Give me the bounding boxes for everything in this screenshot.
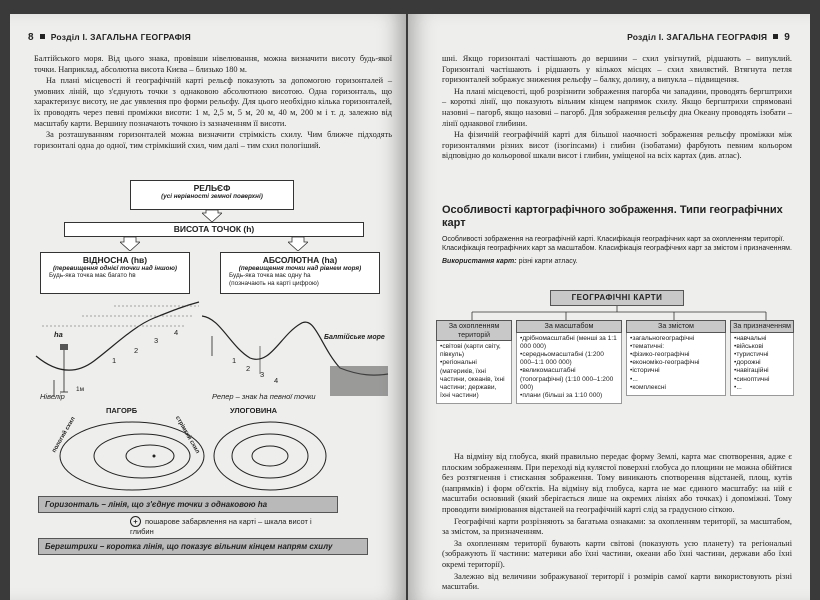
list-item: • середньомасштабні (1:200 000–1:1 000 000)	[520, 351, 618, 367]
relief-box	[130, 180, 294, 210]
column-items	[436, 341, 512, 404]
contour-number: 4	[274, 376, 279, 385]
legend-plus-text: пошарове забарвлення на карті – шкала висот і глибин	[130, 517, 312, 536]
list-item: • комплексні	[630, 384, 722, 392]
list-item: • навігаційні	[734, 367, 790, 375]
square-bullet-icon	[40, 34, 45, 39]
relief-subtitle: (усі нерівності земної поверхні)	[161, 193, 263, 200]
section-intro: Особливості зображення на географічній карті. Класифікація географічних карт за охопленням території. Класифікація географічних карт за масштабом. Класифікація географічних карт за змістом і призначенням.	[442, 236, 792, 252]
list-item: • фізико-географічні	[630, 351, 722, 359]
horizontal-definition-bar	[38, 496, 338, 513]
terrain-profile-right	[200, 296, 390, 406]
absolute-bullet: (позначають на карті цифрою)	[229, 280, 319, 287]
list-item: • дрібномасштабні (менші за 1:1 000 000)	[520, 335, 618, 351]
relative-height-box	[40, 252, 190, 294]
legend-plus	[130, 516, 330, 536]
contour-number: 2	[246, 364, 251, 373]
list-item: • регіональні (материків, їхні частини, океанів, їхні частини; держави, їхні частини)	[440, 359, 508, 400]
paragraph: За охопленням території бувають карти світові (показують усю планету) та регіональні (зображують її частини: материки або їхні частини, океани або їхні частини, держави або їхні окремі території).	[442, 538, 792, 569]
list-item: • світові (карти світу, півкуль)	[440, 343, 508, 359]
right-running-head-text: Розділ I. ЗАГАЛЬНА ГЕОГРАФІЯ	[627, 32, 768, 42]
column-header: За охопленням територій	[436, 320, 512, 341]
uses-text: різні карти атласу.	[518, 258, 578, 265]
paragraph: На фізичній географічній карті для більшої наочності зображення рельєфу проміжки між горизонталями різних висот (ізогіпсами) і глибин (ізобатами) фарбують певним кольором відповідно до кольорової шкали висот і глибин, уміщеної на всіх картах (див. атлас).	[442, 130, 792, 161]
contour-number: 4	[174, 328, 179, 337]
berghstrich-definition-text: Бергштрихи – коротка лінія, що показує вільним кінцем напрям схилу	[45, 542, 333, 551]
relief-title: РЕЛЬЄФ	[193, 183, 231, 193]
relative-subtitle: (перевищення однієї точки над іншою)	[52, 265, 178, 272]
height-box	[64, 222, 364, 237]
hill-label: ПАГОРБ	[106, 406, 138, 415]
list-item: • плани (більші за 1:10 000)	[520, 392, 618, 400]
column-header: За масштабом	[516, 320, 622, 333]
left-running-head-text: Розділ I. ЗАГАЛЬНА ГЕОГРАФІЯ	[50, 32, 191, 42]
maps-column-territory	[436, 320, 512, 404]
left-page	[10, 14, 406, 600]
left-page-number: 8	[28, 32, 34, 43]
list-item: • тематичні:	[630, 343, 722, 351]
list-item: • синоптичні	[734, 376, 790, 384]
list-item: • ...	[630, 376, 722, 384]
horizontal-definition-text: Горизонталь – лінія, що з'єднує точки з однаковою hа	[45, 500, 268, 509]
leveler-label: Нівелір	[40, 392, 65, 401]
list-item: • великомасштабні (топографічні) (1:10 000–1:200 000)	[520, 367, 618, 392]
berghstrich-definition-bar	[38, 538, 368, 555]
height-title: ВИСОТА ТОЧОК (h)	[173, 224, 255, 234]
list-item: • загальногеографічні	[630, 335, 722, 343]
list-item: • економіко-географічні	[630, 359, 722, 367]
arrow-down-icon	[288, 237, 308, 251]
paragraph: Балтійського моря. Від цього знака, провівши нівелювання, можна визначити висоту будь-якої точки. Наприклад, абсолютна висота Києва – близько 180 м.	[34, 54, 392, 74]
contour-number: 1	[232, 356, 237, 365]
contour-number: 1	[112, 356, 117, 365]
absolute-height-box	[220, 252, 380, 294]
maps-column-content	[626, 320, 726, 396]
right-body-text-lower	[442, 452, 792, 594]
absolute-subtitle: (перевищення точки над рівнем моря)	[238, 265, 362, 272]
column-header: За змістом	[626, 320, 726, 333]
paragraph: За розташуванням горизонталей можна визначити стрімкість схилу. Чим ближче підходять горизонталі одна до одної, тим стрімкіший схил, чим далі – тим схил пологіший.	[34, 130, 392, 150]
maps-column-scale	[516, 320, 622, 404]
maps-classification-chart	[436, 290, 794, 448]
maps-chart-title: ГЕОГРАФІЧНІ КАРТИ	[550, 290, 684, 306]
list-item: • дорожні	[734, 359, 790, 367]
column-items	[626, 333, 726, 396]
left-running-head	[28, 32, 191, 43]
left-body-text	[34, 54, 392, 152]
right-running-head	[627, 32, 790, 43]
contour-number: 3	[260, 370, 265, 379]
contour-number: 3	[154, 336, 159, 345]
steep-slope-label: стрімкий схил	[173, 415, 201, 455]
paragraph: На плані місцевості й географічній карті рельєф показують за допомогою горизонталей – умовних ліній, що з'єднують точки з однаковою абсолютною висотою. Одна горизонталь, що характеризує висоту, не дає уявлення про форми рельєфу. Для цього необхідно кілька горизонталей, їх проводять через певні проміжки висоти: 1 м, 2,5 м, 5 м, 20 м, 40 м, 200 м і т. д. залежно від масштабу карти. Вершину позначають точкою із зазначенням її висоти.	[34, 76, 392, 128]
hill-contour-icon	[52, 416, 212, 496]
right-body-text	[442, 54, 792, 163]
relative-bullet: Будь-яка точка має багато hв	[49, 272, 136, 279]
relative-title: ВІДНОСНА (hв)	[82, 255, 148, 265]
chart-connector-lines	[436, 306, 794, 320]
section-title: Особливості картографічного зображення. Типи географічних карт	[442, 204, 783, 229]
meter-label: 1м	[76, 386, 85, 393]
section-block	[442, 204, 792, 265]
benchmark-label: Репер – знак hа певної точки	[212, 392, 316, 401]
arrow-down-icon	[120, 237, 140, 251]
relief-diagram	[34, 180, 390, 580]
gentle-slope-label: пологий схил	[51, 416, 77, 454]
absolute-bullet: Будь-яка точка має одну hа	[229, 272, 311, 279]
paragraph: Залежно від величини зображуваної території і розмірів самої карти використовують різні масштаби.	[442, 571, 792, 592]
sea-label: Балтійське море	[324, 334, 385, 341]
column-items	[516, 333, 622, 405]
absolute-title: АБСОЛЮТНА (hа)	[262, 255, 338, 265]
paragraph: На відміну від глобуса, який правильно передає форму Землі, карта має спотворення, адже є плоским зображенням. При переході від кулястої поверхні глобуса до площини не можна обійтися без розтягнення і стискання зображення. Тому виникають спотворення відстаней, площ, кутів (напрямків) і форм об'єктів. На відміну від глобуса, карта не має єдиного масштабу: на ній є масштаби основний (який зберігається лише на окремих лініях або точках) і допоміжні. Тому проводити вимірювання відстаней на географічній карті слід за градусною сіткою.	[442, 452, 792, 514]
column-items	[730, 333, 794, 396]
arrow-down-icon	[202, 210, 222, 222]
paragraph: Географічні карти розрізняють за багатьма ознаками: за охопленням території, за масштабом, за змістом, за призначенням.	[442, 516, 792, 537]
maps-column-purpose	[730, 320, 794, 396]
paragraph: шні. Якщо горизонталі частішають до вершини – схил увігнутий, рідшають – випуклий. Горизонталі частішають і рідшають у кількох місцях – схил хвилястий. Втягнута петля горизонталей зображує знижения рельєфу – балку, долину, а випукла – підвищення.	[442, 54, 792, 85]
column-header: За призначенням	[730, 320, 794, 333]
list-item: • туристичні	[734, 351, 790, 359]
terrain-profile-left	[34, 296, 204, 406]
hollow-contour-icon	[210, 416, 330, 496]
square-bullet-icon	[773, 34, 778, 39]
uses-label: Використання карт:	[442, 258, 517, 265]
plus-circle-icon: +	[130, 516, 141, 527]
list-item: • історичні	[630, 367, 722, 375]
list-item: • ...	[734, 384, 790, 392]
right-page-number: 9	[784, 32, 790, 43]
paragraph: На плані місцевості, щоб розрізнити зображення пагорба чи западини, проводять бергштрихи – короткі лінії, що показують вільним кінцем напрямок схилу. Якщо бергштрихи спрямовані назовні – пагорб, якщо назовні – пагорб. Для зображення рельєфу дна Океану проводять ізобати – лінії однакової глибини.	[442, 86, 792, 128]
list-item: • навчальні	[734, 335, 790, 343]
ha-label: hа	[54, 330, 63, 339]
right-page	[408, 14, 810, 600]
hollow-label: УЛОГОВИНА	[230, 406, 278, 415]
contour-number: 2	[134, 346, 139, 355]
list-item: • військові	[734, 343, 790, 351]
uses-line	[442, 258, 792, 265]
